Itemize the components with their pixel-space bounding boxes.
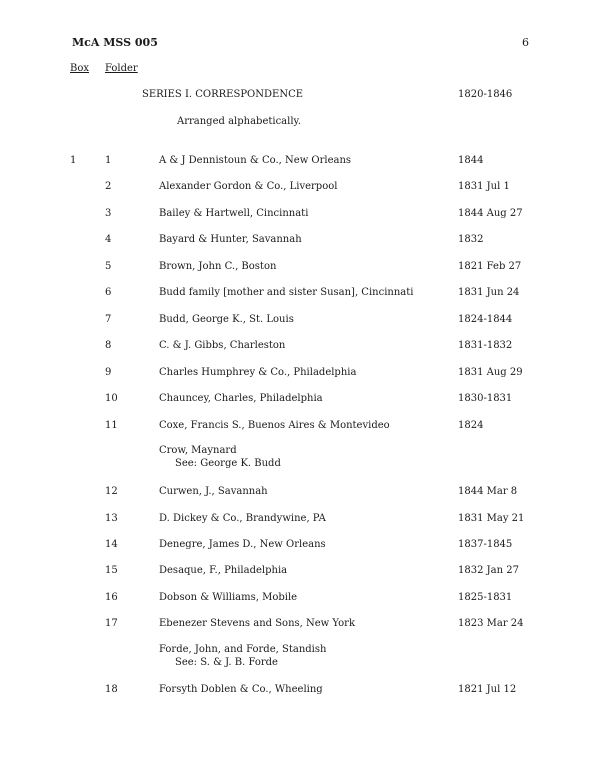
folder-number: 5 <box>105 261 112 272</box>
folder-row <box>0 314 600 328</box>
cross-reference-name: Forde, John, and Forde, Standish <box>159 644 327 655</box>
correspondent-name: Bayard & Hunter, Savannah <box>159 234 302 245</box>
folder-number: 10 <box>105 393 118 404</box>
correspondent-name: Alexander Gordon & Co., Liverpool <box>159 181 338 192</box>
cross-reference-see: See: George K. Budd <box>175 458 281 469</box>
cross-reference <box>159 644 459 668</box>
correspondent-name: Curwen, J., Savannah <box>159 486 268 497</box>
folder-date: 1821 Jul 12 <box>458 684 517 695</box>
folder-row <box>0 234 600 248</box>
folder-date: 1825-1831 <box>458 592 513 603</box>
folder-number: 7 <box>105 314 112 325</box>
correspondent-name: Dobson & Williams, Mobile <box>159 592 298 603</box>
folder-row <box>0 287 600 301</box>
folder-number: 9 <box>105 367 112 378</box>
page-number: 6 <box>522 36 529 49</box>
series-dates: 1820-1846 <box>458 89 513 100</box>
folder-number: 12 <box>105 486 118 497</box>
folder-row <box>0 367 600 381</box>
folder-date: 1823 Mar 24 <box>458 618 524 629</box>
correspondent-name: C. & J. Gibbs, Charleston <box>159 340 286 351</box>
folder-number: 18 <box>105 684 118 695</box>
folder-row <box>0 181 600 195</box>
correspondent-name: Desaque, F., Philadelphia <box>159 565 288 576</box>
series-title: SERIES I. CORRESPONDENCE <box>142 89 304 100</box>
correspondent-name: Budd family [mother and sister Susan], Cincinnati <box>159 287 414 298</box>
folder-row <box>0 513 600 527</box>
folder-row <box>0 486 600 500</box>
folder-number: 4 <box>105 234 112 245</box>
folder-row <box>0 340 600 354</box>
folder-date: 1837-1845 <box>458 539 513 550</box>
column-header-box: Box <box>70 63 90 74</box>
correspondent-name: Charles Humphrey & Co., Philadelphia <box>159 367 357 378</box>
correspondent-name: Coxe, Francis S., Buenos Aires & Montevideo <box>159 420 390 431</box>
folder-number: 14 <box>105 539 118 550</box>
folder-date: 1830-1831 <box>458 393 513 404</box>
correspondent-name: Denegre, James D., New Orleans <box>159 539 326 550</box>
folder-row <box>0 684 600 698</box>
folder-date: 1831 May 21 <box>458 513 525 524</box>
column-header-folder: Folder <box>105 63 138 74</box>
cross-reference-name: Crow, Maynard <box>159 445 237 456</box>
cross-reference <box>159 445 459 469</box>
correspondent-name: Budd, George K., St. Louis <box>159 314 294 325</box>
folder-number: 17 <box>105 618 118 629</box>
folder-number: 13 <box>105 513 118 524</box>
correspondent-name: Ebenezer Stevens and Sons, New York <box>159 618 356 629</box>
folder-date: 1832 Jan 27 <box>458 565 519 576</box>
folder-row <box>0 592 600 606</box>
folder-date: 1844 Mar 8 <box>458 486 518 497</box>
folder-row <box>0 393 600 407</box>
folder-date: 1832 <box>458 234 484 245</box>
box-number: 1 <box>70 155 77 166</box>
folder-number: 15 <box>105 565 118 576</box>
folder-date: 1831-1832 <box>458 340 513 351</box>
folder-number: 8 <box>105 340 112 351</box>
correspondent-name: Brown, John C., Boston <box>159 261 277 272</box>
collection-id: McA MSS 005 <box>72 36 158 49</box>
folder-number: 3 <box>105 208 112 219</box>
folder-number: 1 <box>105 155 112 166</box>
folder-number: 2 <box>105 181 112 192</box>
folder-number: 6 <box>105 287 112 298</box>
folder-row <box>0 261 600 275</box>
correspondent-name: Bailey & Hartwell, Cincinnati <box>159 208 309 219</box>
folder-row <box>0 565 600 579</box>
correspondent-name: Chauncey, Charles, Philadelphia <box>159 393 323 404</box>
cross-reference-see: See: S. & J. B. Forde <box>175 657 278 668</box>
folder-date: 1831 Jul 1 <box>458 181 510 192</box>
arrangement-note: Arranged alphabetically. <box>177 116 302 127</box>
folder-date: 1824 <box>458 420 484 431</box>
folder-date: 1831 Jun 24 <box>458 287 520 298</box>
folder-row <box>0 420 600 434</box>
folder-date: 1844 Aug 27 <box>458 208 523 219</box>
folder-number: 16 <box>105 592 118 603</box>
folder-date: 1824-1844 <box>458 314 513 325</box>
folder-number: 11 <box>105 420 118 431</box>
correspondent-name: D. Dickey & Co., Brandywine, PA <box>159 513 326 524</box>
folder-row <box>0 618 600 632</box>
folder-date: 1844 <box>458 155 484 166</box>
folder-row <box>0 155 600 169</box>
folder-row <box>0 208 600 222</box>
folder-row <box>0 539 600 553</box>
correspondent-name: Forsyth Doblen & Co., Wheeling <box>159 684 323 695</box>
correspondent-name: A & J Dennistoun & Co., New Orleans <box>159 155 352 166</box>
folder-date: 1831 Aug 29 <box>458 367 523 378</box>
folder-date: 1821 Feb 27 <box>458 261 522 272</box>
